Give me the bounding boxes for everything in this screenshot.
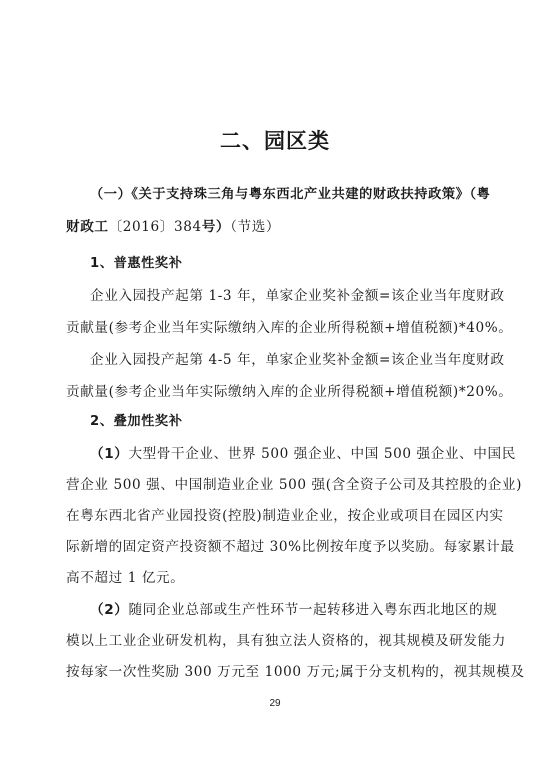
item2-text: 随同企业总部或生产性环节一起转移进入粤东西北地区的规: [128, 602, 498, 618]
item1-line2: 营企业 500 强、中国制造业企业 500 强(含全资子公司及其控股的企业): [66, 477, 523, 493]
page-title: 二、园区类: [220, 129, 330, 153]
item1-line5: 高不超过 1 亿元。: [66, 570, 185, 586]
section-universal-subsidy: [66, 255, 513, 401]
section1-p1-line1: 企业入园投产起第 1-3 年，单家企业奖补金额=该企业当年度财政: [90, 288, 505, 304]
policy-excerpt-note: （节选）: [230, 219, 281, 235]
section1-p2-line1: 企业入园投产起第 4-5 年，单家企业奖补金额=该企业当年度财政: [90, 352, 505, 368]
item1-line4: 际新增的固定资产投资额不超过 30%比例按年度予以奖励。每家累计最: [66, 539, 515, 555]
policy-number-suffix: 号）: [201, 219, 231, 235]
section1-p2-line2: 贡献量(参考企业当年实际缴纳入库的企业所得税额+增值税额)*20%。: [66, 384, 513, 400]
item2-number: （2）: [90, 602, 129, 618]
item2-line3: 按每家一次性奖励 300 万元至 1000 万元;属于分支机构的，视其规模及: [66, 664, 525, 680]
section-additional-subsidy: [66, 413, 525, 681]
page-number: 29: [269, 698, 281, 709]
section1-heading: 1、普惠性奖补: [90, 256, 183, 271]
policy-heading-line2: [66, 218, 486, 236]
policy-issuer: 财政工: [66, 219, 109, 235]
item1-line3: 在粤东西北省产业园投资(控股)制造业企业，按企业或项目在园区内实: [66, 508, 504, 524]
item1-line1: [66, 445, 516, 463]
section2-heading: 2、叠加性奖补: [90, 414, 183, 429]
item1-text: 大型骨干企业、世界 500 强企业、中国 500 强企业、中国民: [128, 446, 516, 462]
item2-line2: 模以上工业企业研发机构，具有独立法人资格的，视其规模及研发能力: [66, 633, 507, 649]
policy-heading-line1: （一）《关于支持珠三角与粤东西北产业共建的财政扶持政策》（粤: [90, 187, 491, 202]
policy-code: 〔2016〕384: [108, 219, 202, 235]
item1-number: （1）: [90, 446, 129, 462]
item2-line1: [66, 601, 498, 619]
policy-heading: [66, 186, 491, 236]
section1-p1-line2: 贡献量(参考企业当年实际缴纳入库的企业所得税额+增值税额)*40%。: [66, 320, 513, 336]
